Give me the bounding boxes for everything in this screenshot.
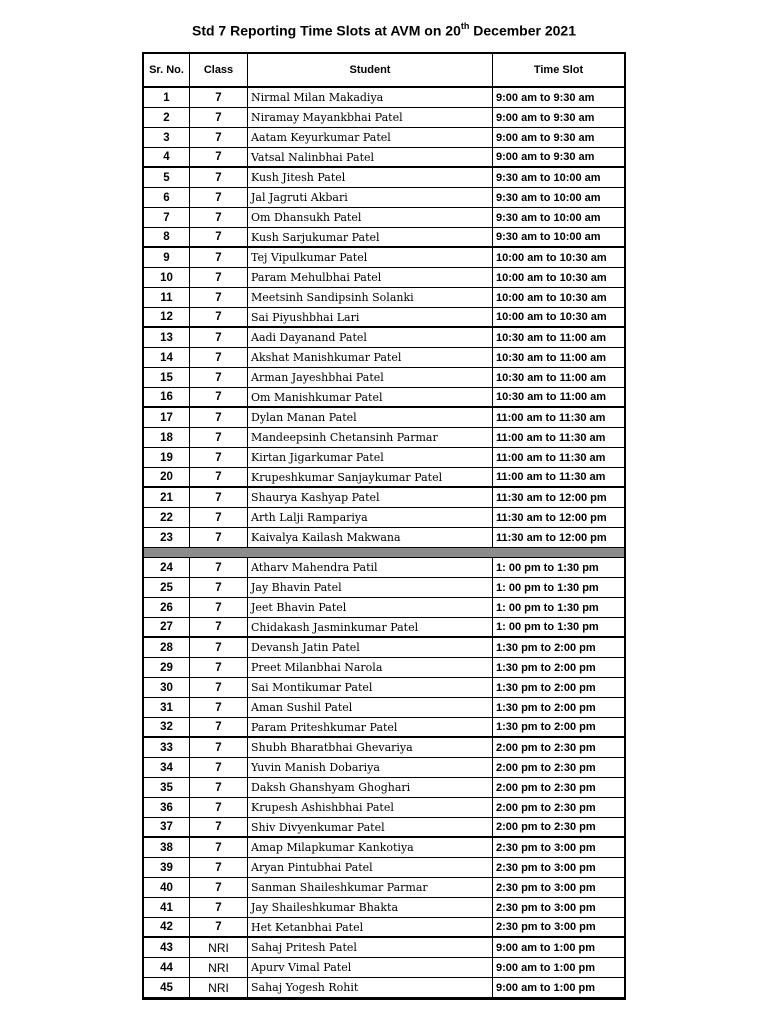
time-slot-cell: 10:00 am to 10:30 am: [496, 271, 607, 284]
sr-no-cell: 23: [144, 528, 190, 547]
table-row: [144, 348, 624, 368]
student-cell: Krupeshkumar Sanjaykumar Patel: [248, 468, 493, 486]
table-row: [144, 878, 624, 898]
sr-no-cell: 22: [144, 508, 190, 527]
student-cell: Dylan Manan Patel: [248, 408, 493, 427]
student-cell: Niramay Mayankbhai Patel: [248, 108, 493, 127]
page-title: [0, 22, 768, 39]
student-cell: Kush Jitesh Patel: [248, 168, 493, 187]
student-cell: Aatam Keyurkumar Patel: [248, 128, 493, 147]
time-slot-cell: 10:30 am to 11:00 am: [496, 331, 607, 344]
class-cell: 7: [190, 598, 248, 617]
student-cell: Sanman Shaileshkumar Parmar: [248, 878, 493, 897]
student-cell: Tej Vipulkumar Patel: [248, 248, 493, 267]
table-row: [144, 858, 624, 878]
class-cell: 7: [190, 758, 248, 777]
time-slot-cell: 9:00 am to 9:30 am: [496, 131, 595, 144]
table-row: [144, 798, 624, 818]
table-row: [144, 448, 624, 468]
student-cell: Arth Lalji Rampariya: [248, 508, 493, 527]
time-slot-cell: 2:30 pm to 3:00 pm: [496, 861, 596, 874]
time-slot-cell: 10:30 am to 11:00 am: [496, 391, 607, 403]
time-slot-cell: 10:00 am to 10:30 am: [496, 251, 607, 264]
sr-no-cell: 44: [144, 958, 190, 977]
sr-no-cell: 25: [144, 578, 190, 597]
class-cell: NRI: [190, 978, 248, 997]
time-slot-cell: 10:00 am to 10:30 am: [496, 291, 607, 304]
class-cell: 7: [190, 168, 248, 187]
sr-no-cell: 27: [144, 618, 190, 636]
sr-no-cell: 17: [144, 408, 190, 427]
table-row: [144, 578, 624, 598]
sr-no-cell: 1: [144, 88, 190, 107]
table-row: [144, 638, 624, 658]
table-header-row: [144, 54, 624, 88]
class-cell: 7: [190, 408, 248, 427]
sr-no-cell: 12: [144, 308, 190, 326]
class-cell: 7: [190, 188, 248, 207]
student-cell: Jay Bhavin Patel: [248, 578, 493, 597]
sr-no-cell: 31: [144, 698, 190, 717]
student-cell: Het Ketanbhai Patel: [248, 918, 493, 936]
table-row: [144, 558, 624, 578]
table-row: [144, 698, 624, 718]
student-cell: Jal Jagruti Akbari: [248, 188, 493, 207]
table-row: [144, 938, 624, 958]
class-cell: 7: [190, 248, 248, 267]
class-cell: 7: [190, 678, 248, 697]
student-cell: Jay Shaileshkumar Bhakta: [248, 898, 493, 917]
student-cell: Param Priteshkumar Patel: [248, 718, 493, 736]
sr-no-cell: 14: [144, 348, 190, 367]
lunch-break-divider: [144, 548, 624, 558]
student-cell: Om Manishkumar Patel: [248, 388, 493, 406]
sr-no-cell: 19: [144, 448, 190, 467]
table-row: [144, 148, 624, 168]
class-cell: 7: [190, 658, 248, 677]
sr-no-cell: 18: [144, 428, 190, 447]
student-cell: Aadi Dayanand Patel: [248, 328, 493, 347]
time-slot-cell: 1:30 pm to 2:00 pm: [496, 701, 596, 714]
time-slot-cell: 1: 00 pm to 1:30 pm: [496, 581, 599, 594]
title-main: Std 7 Reporting Time Slots at AVM on 20: [191, 22, 461, 39]
schedule-table: [142, 52, 626, 1000]
table-row: [144, 488, 624, 508]
time-slot-cell: 2:30 pm to 3:00 pm: [496, 921, 596, 933]
class-cell: 7: [190, 308, 248, 326]
sr-no-cell: 45: [144, 978, 190, 997]
student-cell: Yuvin Manish Dobariya: [248, 758, 493, 777]
class-cell: 7: [190, 228, 248, 246]
class-cell: 7: [190, 918, 248, 936]
header-class: Class: [190, 54, 248, 86]
time-slot-cell: 11:00 am to 11:30 am: [496, 451, 606, 464]
table-row: [144, 758, 624, 778]
header-sr-no: Sr. No.: [144, 54, 190, 86]
table-row: [144, 328, 624, 348]
table-row: [144, 598, 624, 618]
class-cell: 7: [190, 558, 248, 577]
sr-no-cell: 41: [144, 898, 190, 917]
sr-no-cell: 34: [144, 758, 190, 777]
sr-no-cell: 4: [144, 148, 190, 166]
student-cell: Sai Montikumar Patel: [248, 678, 493, 697]
time-slot-cell: 1: 00 pm to 1:30 pm: [496, 561, 599, 574]
table-row: [144, 778, 624, 798]
class-cell: 7: [190, 328, 248, 347]
sr-no-cell: 21: [144, 488, 190, 507]
table-row: [144, 228, 624, 248]
class-cell: 7: [190, 488, 248, 507]
class-cell: 7: [190, 448, 248, 467]
sr-no-cell: 29: [144, 658, 190, 677]
sr-no-cell: 42: [144, 918, 190, 936]
sr-no-cell: 35: [144, 778, 190, 797]
sr-no-cell: 24: [144, 558, 190, 577]
class-cell: 7: [190, 508, 248, 527]
time-slot-cell: 9:00 am to 9:30 am: [496, 111, 595, 124]
student-cell: Meetsinh Sandipsinh Solanki: [248, 288, 493, 307]
class-cell: 7: [190, 898, 248, 917]
student-cell: Devansh Jatin Patel: [248, 638, 493, 657]
sr-no-cell: 3: [144, 128, 190, 147]
table-row: [144, 468, 624, 488]
time-slot-cell: 9:30 am to 10:00 am: [496, 211, 601, 224]
table-row: [144, 898, 624, 918]
class-cell: 7: [190, 618, 248, 636]
class-cell: 7: [190, 348, 248, 367]
table-row: [144, 268, 624, 288]
table-row: [144, 428, 624, 448]
student-cell: Shiv Divyenkumar Patel: [248, 818, 493, 836]
table-row: [144, 388, 624, 408]
time-slot-cell: 2:00 pm to 2:30 pm: [496, 781, 596, 794]
class-cell: NRI: [190, 938, 248, 957]
student-cell: Aryan Pintubhai Patel: [248, 858, 493, 877]
student-cell: Akshat Manishkumar Patel: [248, 348, 493, 367]
class-cell: 7: [190, 838, 248, 857]
student-cell: Apurv Vimal Patel: [248, 958, 493, 977]
class-cell: 7: [190, 698, 248, 717]
table-row: [144, 208, 624, 228]
class-cell: 7: [190, 128, 248, 147]
class-cell: 7: [190, 468, 248, 486]
table-row: [144, 818, 624, 838]
time-slot-cell: 9:00 am to 1:00 pm: [496, 961, 596, 974]
header-time-slot: Time Slot: [533, 64, 584, 76]
time-slot-cell: 9:00 am to 9:30 am: [496, 91, 595, 104]
time-slot-cell: 1:30 pm to 2:00 pm: [496, 721, 596, 733]
student-cell: Param Mehulbhai Patel: [248, 268, 493, 287]
time-slot-cell: 10:30 am to 11:00 am: [496, 371, 607, 384]
student-cell: Krupesh Ashishbhai Patel: [248, 798, 493, 817]
time-slot-cell: 11:30 am to 12:00 pm: [496, 531, 607, 544]
table-row: [144, 108, 624, 128]
table-row: [144, 528, 624, 548]
time-slot-cell: 1: 00 pm to 1:30 pm: [496, 601, 599, 614]
table-row: [144, 508, 624, 528]
class-cell: 7: [190, 88, 248, 107]
table-row: [144, 308, 624, 328]
sr-no-cell: 36: [144, 798, 190, 817]
table-row: [144, 958, 624, 978]
class-cell: NRI: [190, 958, 248, 977]
student-cell: Jeet Bhavin Patel: [248, 598, 493, 617]
student-cell: Aman Sushil Patel: [248, 698, 493, 717]
student-cell: Kirtan Jigarkumar Patel: [248, 448, 493, 467]
sr-no-cell: 32: [144, 718, 190, 736]
sr-no-cell: 5: [144, 168, 190, 187]
time-slot-cell: 1:30 pm to 2:00 pm: [496, 661, 596, 674]
time-slot-cell: 11:30 am to 12:00 pm: [496, 491, 607, 504]
table-row: [144, 618, 624, 638]
sr-no-cell: 13: [144, 328, 190, 347]
time-slot-cell: 10:30 am to 11:00 am: [496, 351, 607, 364]
table-row: [144, 718, 624, 738]
sr-no-cell: 37: [144, 818, 190, 836]
table-row: [144, 408, 624, 428]
sr-no-cell: 16: [144, 388, 190, 406]
time-slot-cell: 11:00 am to 11:30 am: [496, 411, 606, 424]
class-cell: 7: [190, 778, 248, 797]
time-slot-cell: 1:30 pm to 2:00 pm: [496, 681, 596, 694]
sr-no-cell: 9: [144, 248, 190, 267]
time-slot-cell: 2:00 pm to 2:30 pm: [496, 741, 596, 754]
table-row: [144, 88, 624, 108]
class-cell: 7: [190, 368, 248, 387]
student-cell: Amap Milapkumar Kankotiya: [248, 838, 493, 857]
student-cell: Daksh Ghanshyam Ghoghari: [248, 778, 493, 797]
sr-no-cell: 20: [144, 468, 190, 486]
class-cell: 7: [190, 528, 248, 547]
class-cell: 7: [190, 148, 248, 166]
student-cell: Mandeepsinh Chetansinh Parmar: [248, 428, 493, 447]
class-cell: 7: [190, 878, 248, 897]
class-cell: 7: [190, 738, 248, 757]
table-row: [144, 838, 624, 858]
time-slot-cell: 11:30 am to 12:00 pm: [496, 511, 607, 524]
time-slot-cell: 9:30 am to 10:00 am: [496, 191, 601, 204]
sr-no-cell: 43: [144, 938, 190, 957]
sr-no-cell: 8: [144, 228, 190, 246]
table-row: [144, 738, 624, 758]
class-cell: 7: [190, 578, 248, 597]
class-cell: 7: [190, 638, 248, 657]
student-cell: Shubh Bharatbhai Ghevariya: [248, 738, 493, 757]
header-student: Student: [248, 54, 493, 86]
student-cell: Atharv Mahendra Patil: [248, 558, 493, 577]
class-cell: 7: [190, 798, 248, 817]
table-row: [144, 248, 624, 268]
class-cell: 7: [190, 268, 248, 287]
time-slot-cell: 2:30 pm to 3:00 pm: [496, 841, 596, 854]
table-row: [144, 368, 624, 388]
time-slot-cell: 11:00 am to 11:30 am: [496, 431, 606, 444]
time-slot-cell: 9:00 am to 1:00 pm: [496, 981, 596, 994]
table-row: [144, 168, 624, 188]
sr-no-cell: 28: [144, 638, 190, 657]
time-slot-cell: 1: 00 pm to 1:30 pm: [496, 621, 599, 633]
sr-no-cell: 39: [144, 858, 190, 877]
class-cell: 7: [190, 208, 248, 227]
table-row: [144, 188, 624, 208]
sr-no-cell: 10: [144, 268, 190, 287]
student-cell: Kush Sarjukumar Patel: [248, 228, 493, 246]
sr-no-cell: 11: [144, 288, 190, 307]
time-slot-cell: 9:00 am to 1:00 pm: [496, 941, 596, 954]
sr-no-cell: 40: [144, 878, 190, 897]
table-row: [144, 978, 624, 998]
time-slot-cell: 2:30 pm to 3:00 pm: [496, 881, 596, 894]
student-cell: Chidakash Jasminkumar Patel: [248, 618, 493, 636]
time-slot-cell: 2:00 pm to 2:30 pm: [496, 821, 596, 833]
sr-no-cell: 33: [144, 738, 190, 757]
class-cell: 7: [190, 388, 248, 406]
time-slot-cell: 1:30 pm to 2:00 pm: [496, 641, 596, 654]
sr-no-cell: 2: [144, 108, 190, 127]
student-cell: Sahaj Pritesh Patel: [248, 938, 493, 957]
student-cell: Sai Piyushbhai Lari: [248, 308, 493, 326]
student-cell: Sahaj Yogesh Rohit: [248, 978, 493, 997]
sr-no-cell: 30: [144, 678, 190, 697]
title-superscript: th: [460, 21, 470, 31]
time-slot-cell: 2:00 pm to 2:30 pm: [496, 801, 596, 814]
class-cell: 7: [190, 718, 248, 736]
sr-no-cell: 6: [144, 188, 190, 207]
class-cell: 7: [190, 858, 248, 877]
sr-no-cell: 7: [144, 208, 190, 227]
student-cell: Kaivalya Kailash Makwana: [248, 528, 493, 547]
time-slot-cell: 10:00 am to 10:30 am: [496, 311, 607, 323]
sr-no-cell: 38: [144, 838, 190, 857]
student-cell: Shaurya Kashyap Patel: [248, 488, 493, 507]
time-slot-cell: 9:30 am to 10:00 am: [496, 171, 601, 184]
student-cell: Nirmal Milan Makadiya: [248, 88, 493, 107]
time-slot-cell: 9:30 am to 10:00 am: [496, 231, 601, 243]
table-row: [144, 128, 624, 148]
time-slot-cell: 2:00 pm to 2:30 pm: [496, 761, 596, 774]
student-cell: Preet Milanbhai Narola: [248, 658, 493, 677]
table-row: [144, 288, 624, 308]
class-cell: 7: [190, 818, 248, 836]
table-row: [144, 918, 624, 938]
time-slot-cell: 11:00 am to 11:30 am: [496, 471, 606, 483]
class-cell: 7: [190, 288, 248, 307]
sr-no-cell: 15: [144, 368, 190, 387]
time-slot-cell: 9:00 am to 9:30 am: [496, 151, 595, 163]
student-cell: Om Dhansukh Patel: [248, 208, 493, 227]
table-row: [144, 678, 624, 698]
class-cell: 7: [190, 428, 248, 447]
title-rest: December 2021: [469, 22, 577, 39]
sr-no-cell: 26: [144, 598, 190, 617]
class-cell: 7: [190, 108, 248, 127]
student-cell: Arman Jayeshbhai Patel: [248, 368, 493, 387]
student-cell: Vatsal Nalinbhai Patel: [248, 148, 493, 166]
time-slot-cell: 2:30 pm to 3:00 pm: [496, 901, 596, 914]
table-row: [144, 658, 624, 678]
